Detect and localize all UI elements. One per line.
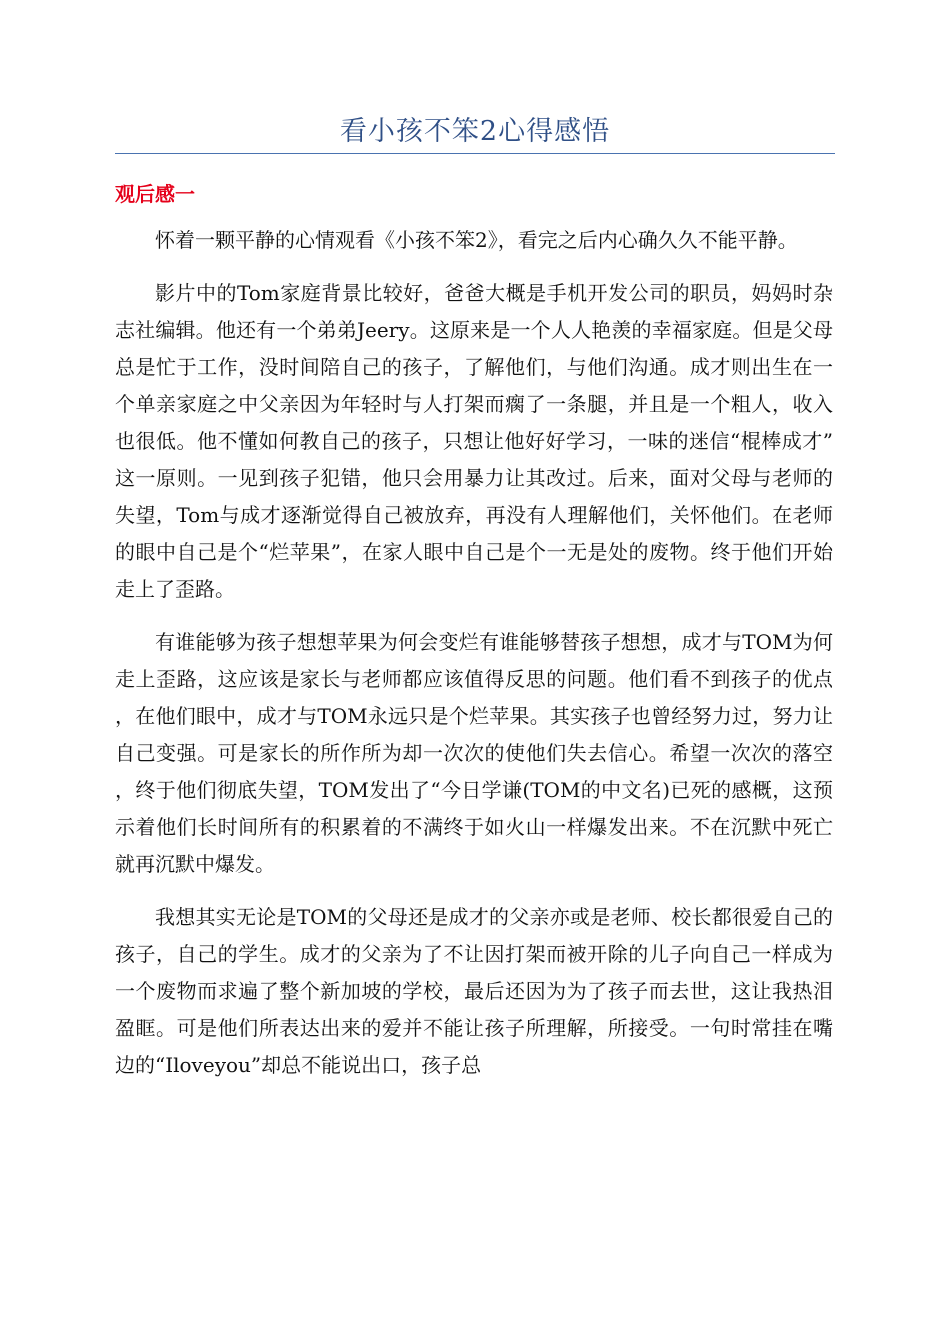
paragraph-3: 有谁能够为孩子想想苹果为何会变烂有谁能够替孩子想想，成才与TOM为何走上歪路，这应该是家长与老师都应该值得反思的问题。他们看不到孩子的优点，在他们眼中，成才与TOM永远只是个烂苹果。其实孩子也曾经努力过，努力让自己变强。可是家长的所作所为却一次次的使他们失去信心。希望一次次的落空，终于他们彻底失望，TOM发出了“今日学谦(TOM的中文名)已死的感概，这预示着他们长时间所有的积累着的不满终于如火山一样爆发出来。不在沉默中死亡就再沉默中爆发。 bbox=[115, 630, 833, 876]
section-heading: 观后感一 bbox=[115, 182, 195, 206]
paragraph-2: 影片中的Tom家庭背景比较好，爸爸大概是手机开发公司的职员，妈妈时杂志社编辑。他还有一个弟弟Jeery。这原来是一个人人艳羡的幸福家庭。但是父母总是忙于工作，没时间陪自己的孩子，了解他们，与他们沟通。成才则出生在一个单亲家庭之中父亲因为年轻时与人打架而瘸了一条腿，并且是一个粗人，收入也很低。他不懂如何教自己的孩子，只想让他好好学习，一味的迷信“棍棒成才”这一原则。一见到孩子犯错，他只会用暴力让其改过。后来，面对父母与老师的失望，Tom与成才逐渐觉得自己被放弃，再没有人理解他们，关怀他们。在老师的眼中自己是个“烂苹果”，在家人眼中自己是个一无是处的废物。终于他们开始走上了歪路。 bbox=[115, 281, 833, 601]
paragraph-1: 怀着一颗平静的心情观看《小孩不笨2》，看完之后内心确久久不能平静。 bbox=[155, 228, 798, 252]
document-body bbox=[115, 222, 833, 1100]
page-title: 看小孩不笨2心得感悟 bbox=[339, 116, 611, 147]
title-divider bbox=[115, 153, 835, 154]
paragraph-4: 我想其实无论是TOM的父母还是成才的父亲亦或是老师、校长都很爱自己的孩子，自己的学生。成才的父亲为了不让因打架而被开除的儿子向自己一样成为一个废物而求遍了整个新加坡的学校，最后还因为为了孩子而去世，这让我热泪盈眶。可是他们所表达出来的爱并不能让孩子所理解，所接受。一句时常挂在嘴边的“Iloveyou”却总不能说出口，孩子总 bbox=[115, 905, 833, 1077]
